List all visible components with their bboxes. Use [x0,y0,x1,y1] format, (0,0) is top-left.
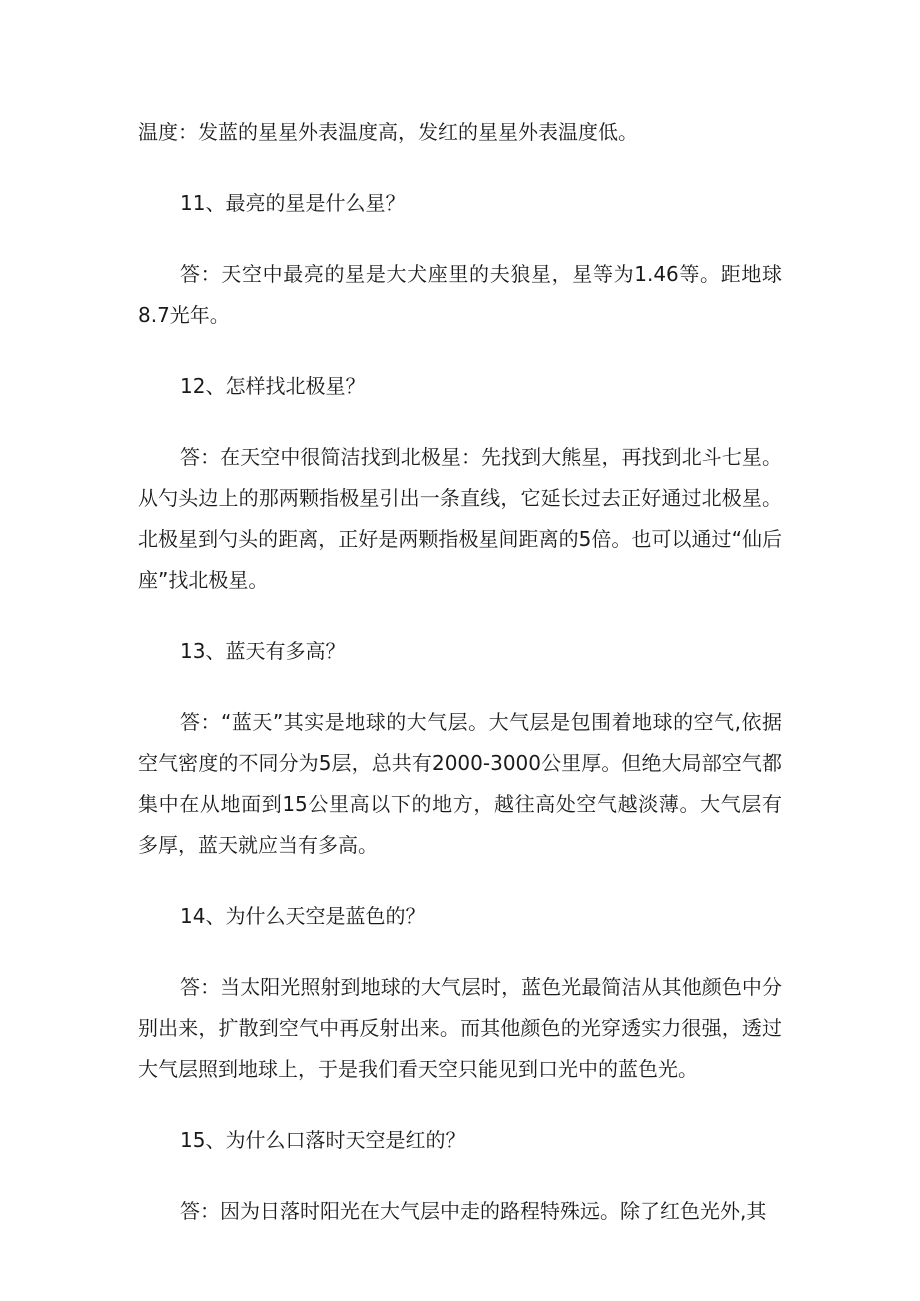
question-15: 15、为什么口落时天空是红的？ [180,1128,466,1152]
answer-13: 答：“蓝天”其实是地球的大气层。大气层是包围着地球的空气,依据空气密度的不同分为5层，总共有2000-3000公里厚。但绝大局部空气都集中在从地面到15公里高以下的地方，越往高处空气越淡薄。大气层有多厚，蓝天就应当有多高。 [138,710,782,857]
question-13: 13、蓝天有多高？ [180,639,346,663]
question-14: 14、为什么天空是蓝色的？ [180,904,426,928]
answer-14: 答：当太阳光照射到地球的大气层时，蓝色光最简洁从其他颜色中分别出来，扩散到空气中再反射出来。而其他颜色的光穿透实力很强，透过大气层照到地球上，于是我们看天空只能见到口光中的蓝色光。 [138,975,782,1081]
answer-15: 答：因为日落时阳光在大气层中走的路程特殊远。除了红色光外,其 [180,1199,767,1223]
paragraph-temperature: 温度：发蓝的星星外表温度高，发红的星星外表温度低。 [138,120,638,144]
qa-block-11 [138,183,782,336]
question-11: 11、最亮的星是什么星？ [180,191,406,215]
qa-block-12 [138,366,782,601]
qa-block-13 [138,631,782,866]
qa-block-15 [138,1120,782,1232]
question-12: 12、怎样找北极星？ [180,374,366,398]
answer-11: 答：天空中最亮的星是大犬座里的夫狼星，星等为1.46等。距地球8.7光年。 [138,262,782,327]
answer-12: 答：在天空中很简洁找到北极星：先找到大熊星，再找到北斗七星。从勺头边上的那两颗指极星引出一条直线，它延长过去正好通过北极星。北极星到勺头的距离，正好是两颗指极星间距离的5倍。也可以通过“仙后座”找北极星。 [138,445,782,592]
qa-block-14 [138,896,782,1090]
document-body [138,112,782,1232]
